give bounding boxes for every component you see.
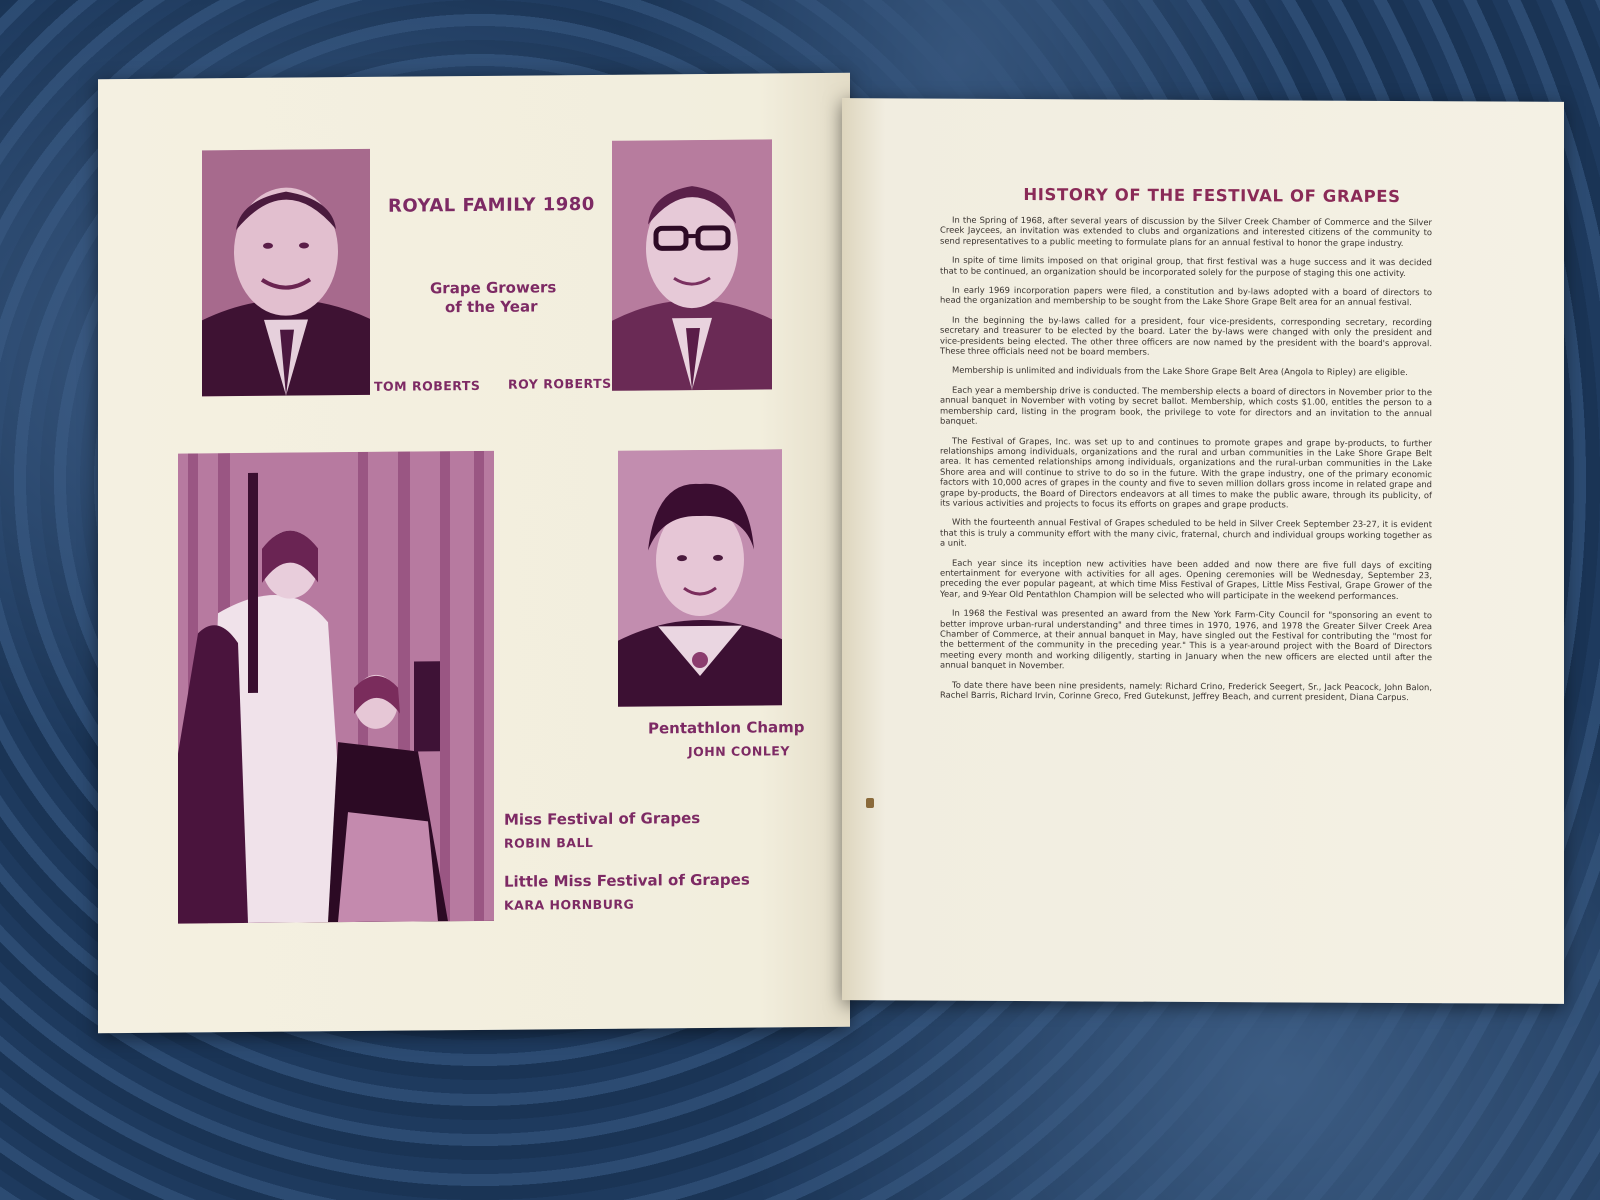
little-miss-title: Little Miss Festival of Grapes: [504, 870, 750, 891]
history-paragraph: In spite of time limits imposed on that original group, that first festival was a huge success and it was decided that to be continued, an organization should be incorporated solely for the purpose of staging this one activity.: [940, 254, 1432, 278]
tom-roberts-name: TOM ROBERTS: [374, 377, 481, 394]
history-paragraph: With the fourteenth annual Festival of Grapes scheduled to be held in Silver Creek September 23-27, it is evident that this is truly a community effort with the many civic, fraternal, church and individual groups working together as a unit.: [940, 517, 1432, 548]
royal-family-title: ROYAL FAMILY 1980: [388, 193, 595, 217]
right-page: [842, 98, 1564, 1004]
history-paragraph: In the Spring of 1968, after several years of discussion by the Silver Creek Chamber of Commerce and the Silver Creek Jaycees, an invitation was extended to clubs and organizations and interested citizens of the community to send representatives to a public meeting to formulate plans for an annual festival to honor the grape industry.: [940, 214, 1432, 248]
history-paragraph: To date there have been nine presidents, namely: Richard Crino, Frederick Seegert, Sr., Jack Peacock, John Balon, Rachel Barris, Richard Irvin, Corinne Greco, Fred Gutekunst, Jeffrey Beach, and current president, Diana Carpus.: [940, 679, 1432, 703]
pentathlon-name: JOHN CONLEY: [688, 743, 790, 760]
history-paragraph: In the beginning the by-laws called for a president, four vice-presidents, corresponding secretary, recording secretary and treasurer to be elected by the board. Later the by-laws were changed with only the president and vice-presidents being elected. The other three officers are now named by the president with the board's approval. These three officials need not be board members.: [940, 314, 1432, 357]
miss-title: Miss Festival of Grapes: [504, 809, 701, 829]
grape-growers-line1: Grape Growers: [430, 278, 557, 298]
grape-growers-line2: of the Year: [445, 297, 538, 317]
history-body: [940, 215, 1432, 712]
photo-miss-festival: [178, 451, 494, 924]
photo-john-conley: [618, 449, 782, 706]
left-page: [98, 73, 850, 1034]
history-paragraph: In 1968 the Festival was presented an award from the New York Farm-City Council for "sponsoring an event to better improve urban-rural understanding" and three times in 1970, 1976, and 1978 the Greater Silver Creek Area Chamber of Commerce, at their annual banquet in May, have singled out the Festival for contributing the "most for the betterment of the community in the preceding year." This is a year-around project with the Board of Directors meeting every month and working diligently, starting in January when the new officers are elected until after the annual banquet in November.: [940, 607, 1432, 671]
miss-name: ROBIN BALL: [504, 834, 594, 851]
history-title: HISTORY OF THE FESTIVAL OF GRAPES: [1023, 185, 1401, 207]
photo-tom-roberts: [202, 149, 370, 396]
photo-roy-roberts: [612, 139, 772, 390]
history-paragraph: In early 1969 incorporation papers were filed, a constitution and by-laws adopted with a board of directors to head the organization and membership to be sought from the Lake Shore Grape Belt area for an annual festival.: [940, 284, 1432, 308]
pentathlon-title: Pentathlon Champ: [648, 718, 805, 738]
roy-roberts-name: ROY ROBERTS: [508, 375, 612, 392]
history-paragraph: Each year since its inception new activities have been added and now there are five full days of exciting entertainment for everyone with activities for all ages. Opening ceremonies will be Wednesday, September 23, preceding the ever popular pageant, at which time Miss Festival of Grapes, Little Miss Festival, Grape Grower of the Year, and 9-Year Old Pentathlon Champion will be selected who will participate in the weekend performances.: [940, 557, 1432, 601]
history-paragraph: Each year a membership drive is conducted. The membership elects a board of directors in November prior to the annual banquet in November with voting by secret ballot. Membership, which costs $1.00, entitles the person to a membership card, listing in the program book, the privilege to vote for directors and an invitation to the annual banquet.: [940, 384, 1432, 426]
history-paragraph: Membership is unlimited and individuals from the Lake Shore Grape Belt Area (Angola to Ripley) are eligible.: [952, 365, 1408, 378]
staple: [866, 798, 874, 808]
little-miss-name: KARA HORNBURG: [504, 896, 635, 913]
history-paragraph: The Festival of Grapes, Inc. was set up to and continues to promote grapes and grape by-products, to further relationships among individuals, organizations and the rural and urban communities in the Lake Shore Grape Belt area. It has cemented relationships among individuals, organizations and the rural-urban communities in the Lake Shore area and will continue to strive to do so in the future. With the grape industry, one of the primary economic factors with 10,000 acres of grapes in the county and five to seven million dollars gross income in related grape and grape by-products, the Board of Directors endeavors at all times to make the public aware, through its publicity, of its various activities and projects to focus its efforts on grapes and grape products.: [940, 435, 1432, 510]
